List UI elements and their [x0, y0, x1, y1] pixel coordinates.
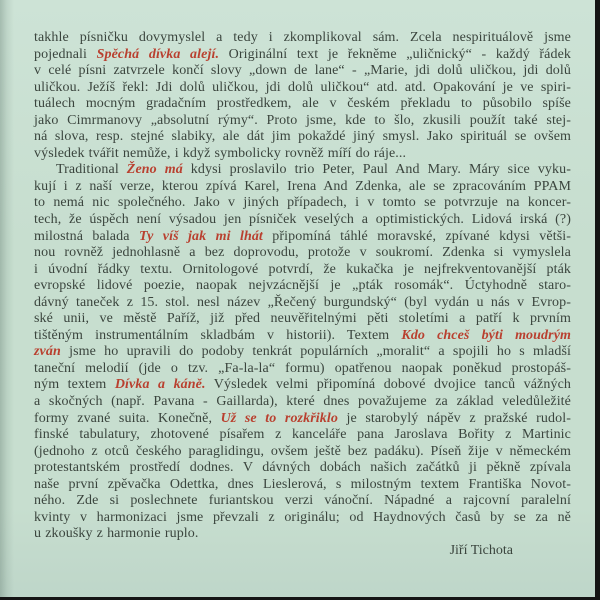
song-title: Ženo má	[126, 162, 183, 178]
text-line	[34, 493, 571, 510]
body-text: pojednali	[34, 46, 97, 62]
text-line	[34, 510, 571, 527]
body-text: tištěným instrumentálním skladbám v historii). Textem	[34, 327, 402, 343]
body-text: milostná balada	[34, 228, 139, 244]
text-line	[34, 63, 571, 80]
text-line	[34, 394, 571, 411]
body-text: i úvodní řádky textu. Ornitologové potvrdí, že kukačka je nejfrekventovanější pták	[34, 261, 571, 277]
body-text: (jednoho z otců českého paraglidingu, ovšem ještě bez padáku). Píseň žije v německém	[34, 443, 571, 459]
body-text: takhle písničku dovymyslel a tedy i zkomplikoval sám. Zcela nespirituálově jsme	[34, 30, 571, 45]
body-text: kvinty v harmonizaci jsme převzali z originálu; od Haydnových časů by se za ně	[34, 509, 571, 525]
text-line	[34, 96, 571, 113]
text-line	[34, 47, 571, 64]
body-text: taneční melodií (jde o tzv. „Fa-la-la“ formu) opatřenou naopak poněkud prostopáš-	[34, 360, 571, 376]
song-title: zván	[34, 344, 61, 360]
body-text: kdysi proslavilo trio Peter, Paul And Mary. Máry sice vyku-	[182, 162, 571, 178]
body-text: jako Cimrmanovy „absolutní rýmy“. Proto jsme, kde to šlo, zkusili použít také stej-	[34, 112, 571, 128]
body-text: ské unii, ve městě Paříž, již před neuvěřitelnými pěti stoletími a patří k prvním	[34, 311, 571, 327]
song-title: Dívka a káně.	[114, 377, 206, 393]
body-text: uličkou. Ježíš řekl: Jdi dolů uličkou, jdi dolů uličkou“ atd. atd. Opakování je ve spiri-	[34, 79, 571, 95]
text-line	[34, 526, 571, 543]
body-text: dávný taneček z 15. stol. nesl název „Řečený burgundský“ (byl vydán u nás v Evrop-	[34, 294, 571, 310]
text-line	[34, 146, 571, 163]
text-line	[34, 311, 571, 328]
body-text: evropské lidové poezie, naopak nejvzácnější je „pták rosomák“. Úctyhodně staro-	[34, 278, 571, 294]
body-text: formy zvané suita. Konečně,	[34, 410, 221, 426]
body-text: tuálech mocným gradačním prostředkem, ale v českém překladu to působilo spíše	[34, 96, 571, 112]
signature-line	[34, 543, 571, 560]
text-line	[34, 262, 571, 279]
body-text: jsme ho upravili do podoby tenkrát populárních „moralit“ a spojili ho s mladší	[60, 344, 571, 360]
text-line	[34, 195, 571, 212]
body-text: tech, že úspěch není výsadou jen písniček veselých a optimistických. Lidová irská (?)	[34, 212, 571, 228]
text-line	[34, 444, 571, 461]
body-text: je starobylý nápěv z pražské rudol-	[337, 410, 571, 426]
text-line	[34, 295, 571, 312]
text-line	[34, 162, 571, 179]
text-line	[34, 113, 571, 130]
text-line	[34, 129, 571, 146]
text-line	[34, 80, 571, 97]
song-title: Spěchá dívka alejí.	[96, 46, 220, 62]
text-line	[34, 361, 571, 378]
body-text: ného. Zde si poslechnete furiantskou verzi vánoční. Nápadné a rajcovní paralelní	[34, 493, 571, 509]
body-text: Výsledek velmi připomíná dobové dvojice tanců vážných	[205, 377, 571, 393]
liner-notes-text	[34, 30, 571, 543]
body-text: nou rovněž jednohlasně a bez doprovodu, protože v soukromí. Zdenka si vymyslela	[34, 245, 571, 261]
body-text: naše první zpěvačka Odettka, dnes Lieslerová, s milostným textem Františka Novot-	[34, 476, 571, 492]
song-title: Kdo chceš býti moudrým	[401, 327, 571, 343]
body-text: výsledek tvářit nemůže, i když symbolicky rovněž míří do ráje...	[34, 145, 407, 161]
text-line	[34, 30, 571, 47]
body-text: připomíná táhlé moravské, zpívané kdysi větši-	[262, 228, 571, 244]
author-signature: Jiří Tichota	[449, 543, 513, 559]
text-line	[34, 344, 571, 361]
text-line	[34, 245, 571, 262]
song-title: Ty víš jak mi lhát	[138, 228, 263, 244]
body-text: finské tabulatury, zhotovené písařem z kanceláře pana Jaroslava Bořity z Martinic	[34, 427, 571, 443]
body-text: u zkoušky z harmonie ruplo.	[34, 526, 199, 542]
text-line	[34, 328, 571, 345]
text-line	[34, 460, 571, 477]
text-line	[34, 278, 571, 295]
body-text: Traditional	[56, 162, 127, 178]
text-line	[34, 377, 571, 394]
body-text: kují i z naší verze, kterou zpívá Karel, Irena And Zdenka, ale se zpracováním PPAM	[34, 178, 571, 194]
body-text: v celé písni zatvrzele končí slovy „down de lane“ - „Marie, jdi dolů uličkou, jdi dolů	[34, 63, 571, 79]
text-line	[34, 427, 571, 444]
body-text: to nemá nic společného. Jako v jiných případech, i v tomto se potvrzuje na koncer-	[34, 195, 571, 211]
text-line	[34, 179, 571, 196]
text-line	[34, 229, 571, 246]
song-title: Už se to rozkřiklo	[220, 410, 338, 426]
body-text: a skočných (např. Pavana - Gaillarda), které dnes považujeme za základ veledůležité	[34, 394, 571, 410]
text-line	[34, 477, 571, 494]
body-text: ným textem	[34, 377, 115, 393]
body-text: Originální text je řekněme „uličnický“ - každý řádek	[219, 46, 571, 62]
body-text: ná slova, resp. stejné slabiky, ale dát jim pokaždé jiný smysl. Jako spirituál se ovšem	[34, 129, 571, 145]
text-line	[34, 411, 571, 428]
body-text: protestantském prostředí dodnes. V dávných dobách našich začátků ji pěkně zpívala	[34, 460, 571, 476]
text-line	[34, 212, 571, 229]
